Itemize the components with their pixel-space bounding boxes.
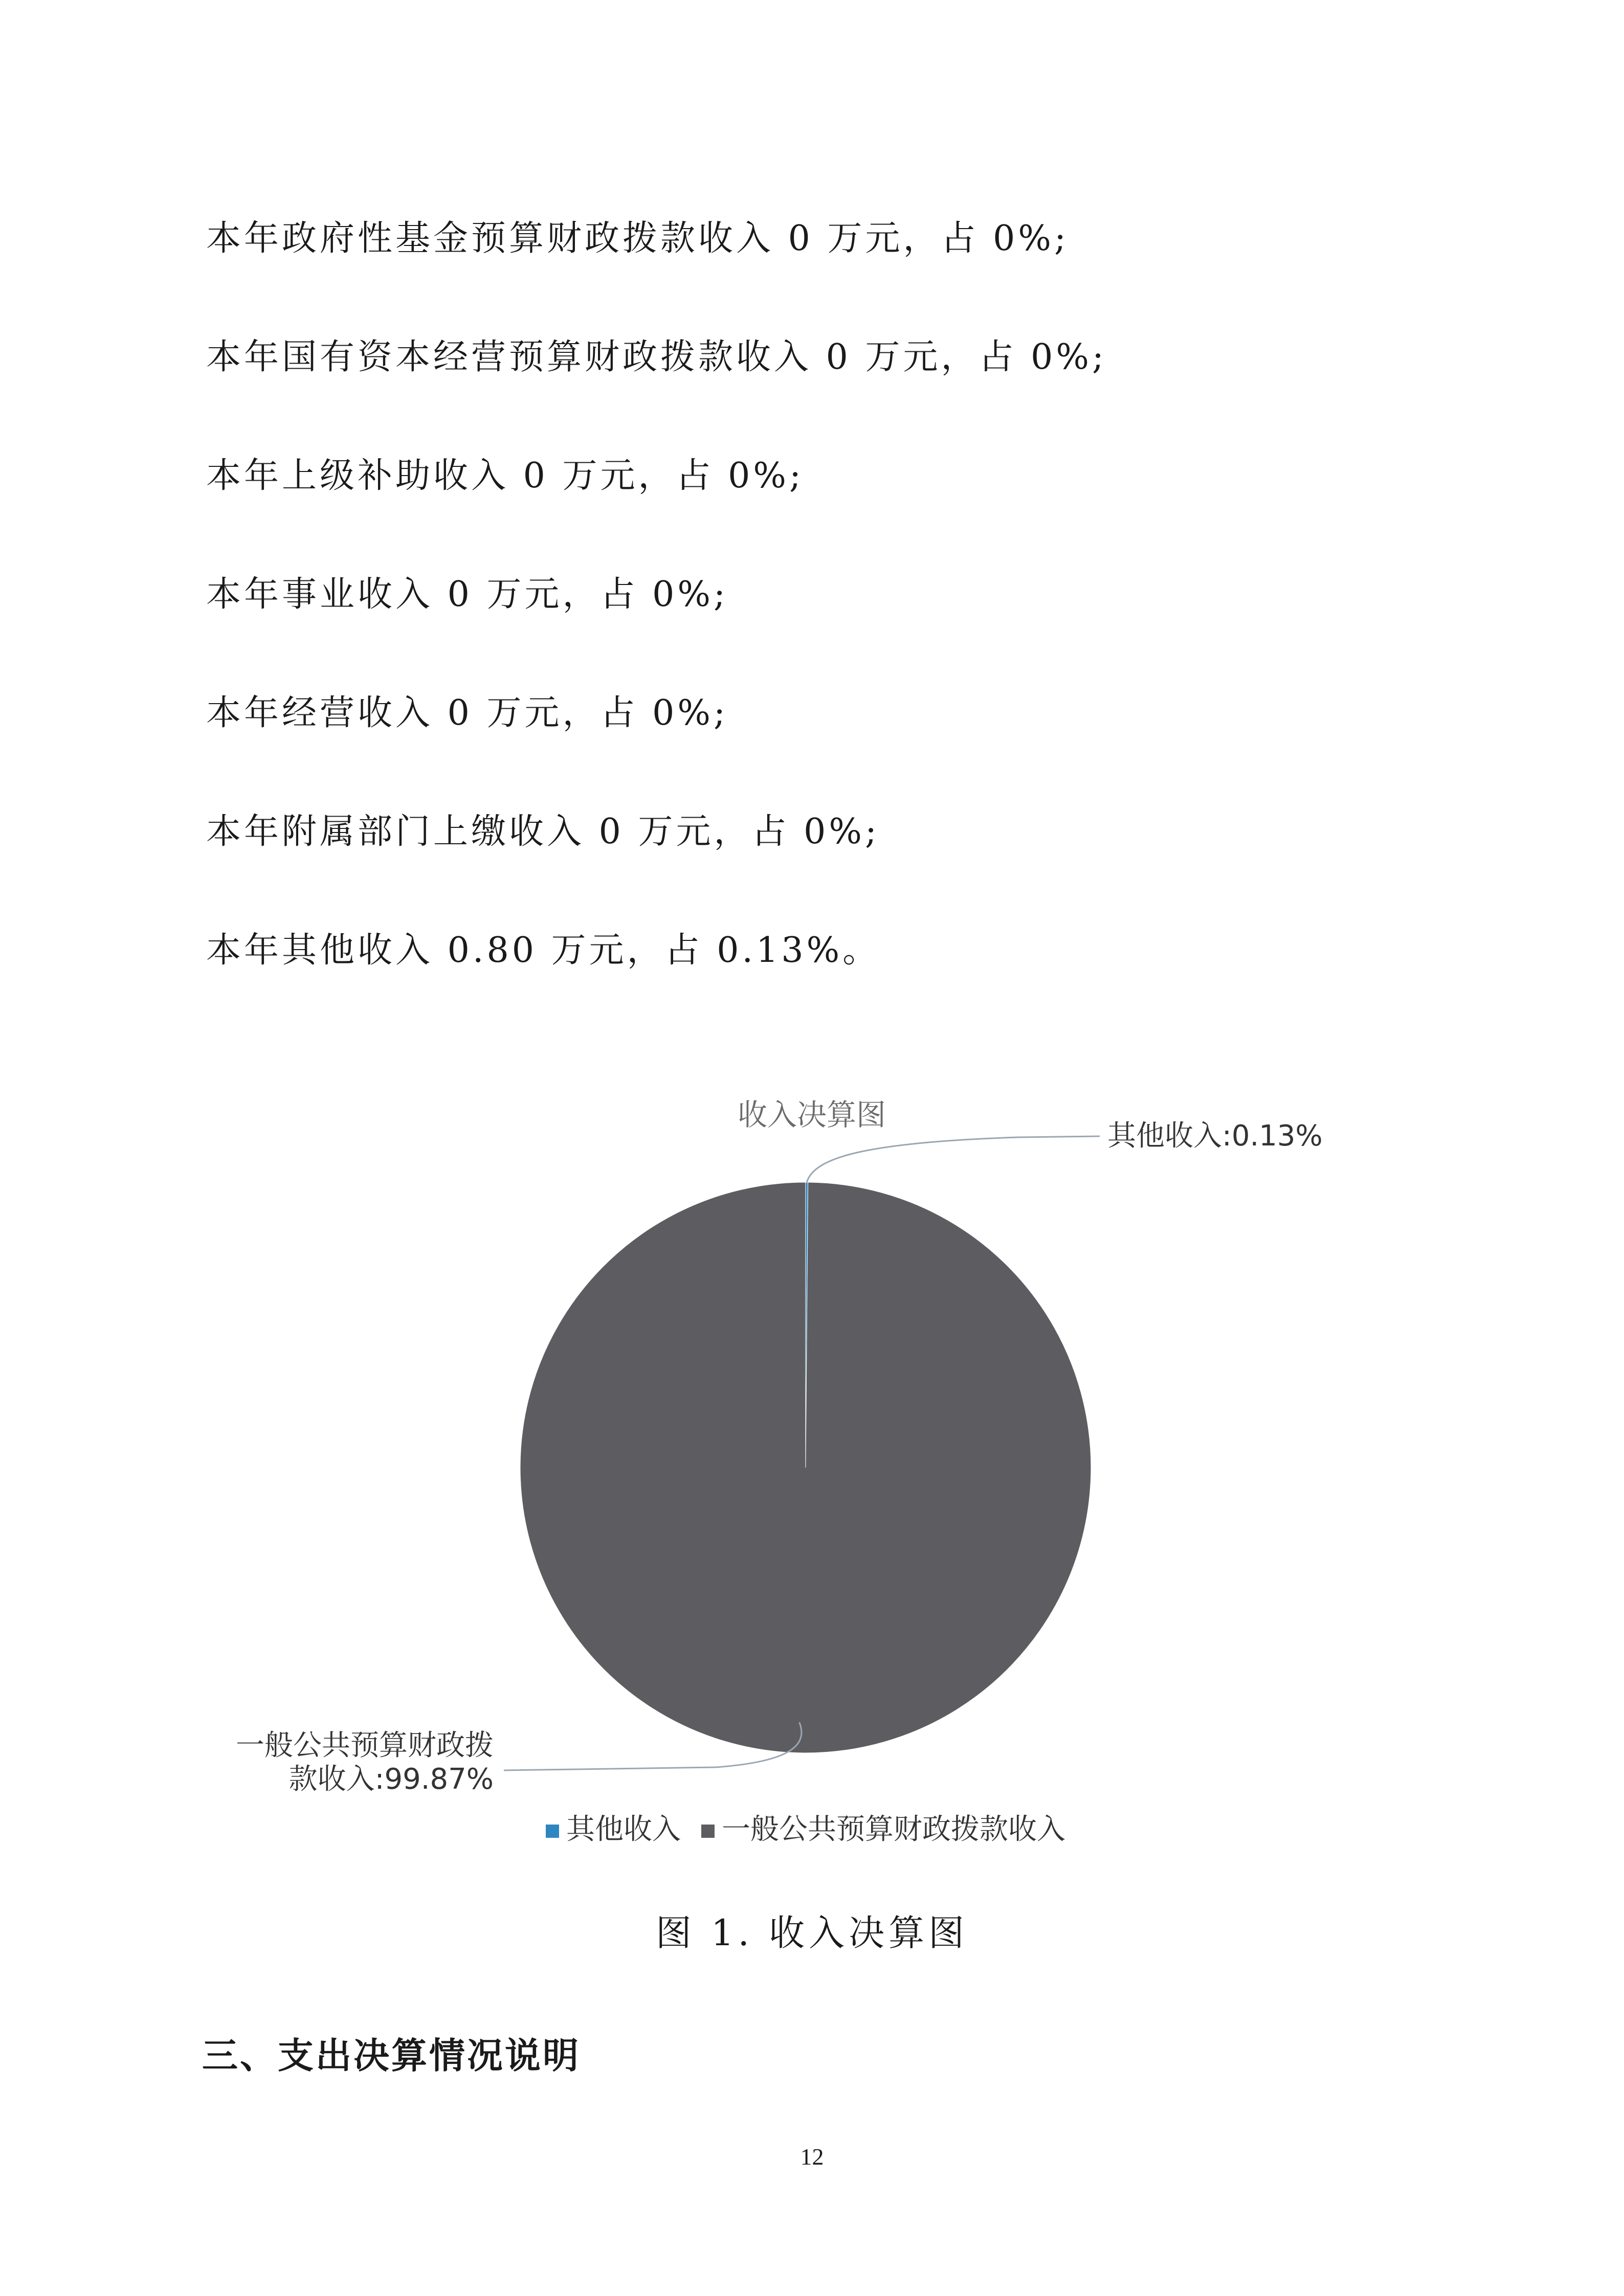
leader-line-other-income xyxy=(807,1136,1100,1182)
figure-caption: 图 1. 收入决算图 xyxy=(655,1912,969,1954)
income-pie-chart xyxy=(0,1053,1624,1872)
legend-swatch-other-income xyxy=(546,1825,559,1838)
page-number: 12 xyxy=(800,2144,824,2170)
pie-slice-general-budget-income xyxy=(520,1182,1091,1753)
pie-slices xyxy=(520,1182,1091,1753)
data-label-general-income-line-2: 款收入:99.87% xyxy=(288,1762,494,1796)
paragraph-operating-income: 本年经营收入 0 万元，占 0%; xyxy=(206,693,728,733)
paragraph-superior-subsidy-income: 本年上级补助收入 0 万元，占 0%; xyxy=(206,456,804,496)
legend-label-general-budget-income: 一般公共预算财政拨款收入 xyxy=(722,1813,1065,1846)
pie-chart-svg xyxy=(0,1053,1624,1872)
paragraph-other-income: 本年其他收入 0.80 万元，占 0.13%。 xyxy=(206,930,881,971)
paragraph-state-capital-income: 本年国有资本经营预算财政拨款收入 0 万元，占 0%; xyxy=(206,337,1107,377)
legend-swatch-general-budget-income xyxy=(701,1825,715,1838)
paragraph-business-income: 本年事业收入 0 万元，占 0%; xyxy=(206,574,728,615)
section-heading: 三、支出决算情况说明 xyxy=(202,2035,581,2077)
data-label-general-income-line-1: 一般公共预算财政拨 xyxy=(236,1728,494,1762)
legend-label-other-income: 其他收入 xyxy=(566,1813,681,1846)
paragraph-government-fund-income: 本年政府性基金预算财政拨款收入 0 万元，占 0%; xyxy=(206,218,1069,259)
chart-title: 收入决算图 xyxy=(737,1097,886,1132)
paragraph-affiliate-income: 本年附属部门上缴收入 0 万元，占 0%; xyxy=(206,812,880,852)
data-label-other-income: 其他收入:0.13% xyxy=(1107,1119,1323,1153)
chart-legend xyxy=(546,1813,1065,1846)
